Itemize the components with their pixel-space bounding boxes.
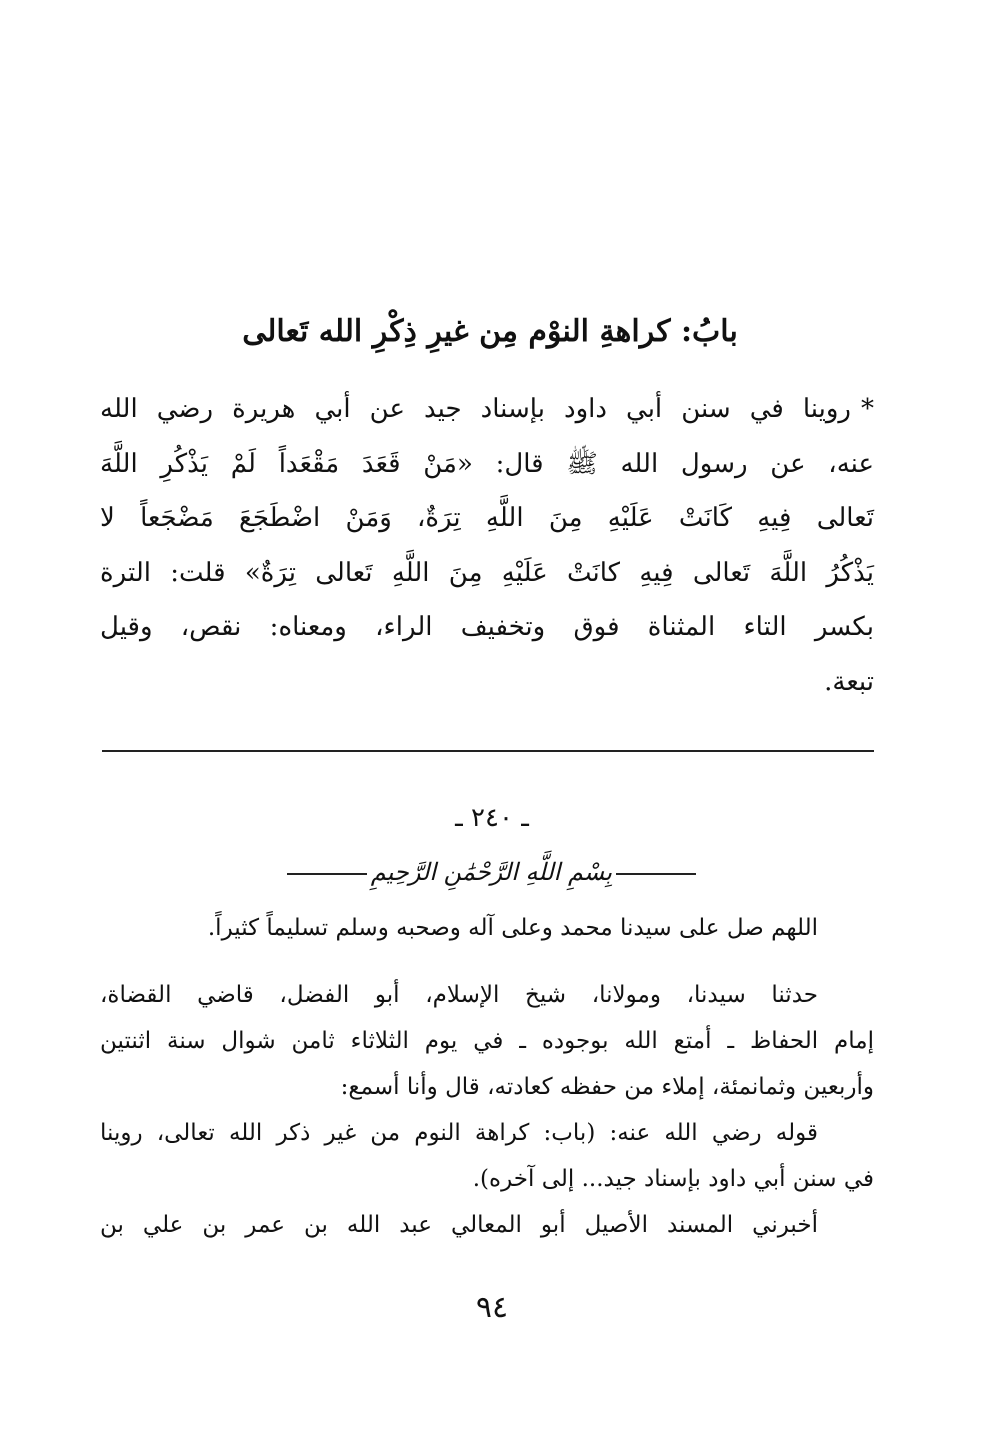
hadith-line-5: بكسر التاء المثناة فوق وتخفيف الراء، ومعناه: نقص، وقيل <box>100 612 874 642</box>
hadith-text <box>100 382 874 709</box>
chapter-heading: بابُ: كراهةِ النوْم مِن غيرِ ذِكْرِ الله تَعالى <box>242 314 738 349</box>
commentary-p2-line-1: قوله رضي الله عنه: (باب: كراهة النوم من غير ذكر الله تعالى، روينا <box>100 1120 818 1146</box>
commentary-p1-line-1: حدثنا سيدنا، ومولانا، شيخ الإسلام، أبو الفضل، قاضي القضاة، <box>100 982 818 1008</box>
calligraphy-stroke-left <box>616 873 696 875</box>
commentary-p1-line-2: إمام الحفاظ ـ أمتع الله بوجوده ـ في يوم الثلاثاء ثامن شوال سنة اثنتين <box>100 1028 874 1054</box>
hadith-line-1 <box>100 382 874 437</box>
basmala-text: بِسْمِ اللَّهِ الرَّحْمَٰنِ الرَّحِيمِ <box>370 858 612 886</box>
salawat-line <box>100 905 874 951</box>
commentary-p2-line-2: في سنن أبي داود بإسناد جيد... إلى آخره). <box>472 1166 874 1192</box>
commentary-paragraph-3 <box>100 1202 874 1248</box>
hadith-line-3: تَعالى فِيهِ كَانَتْ عَلَيْهِ مِنَ اللَّهِ تِرَةٌ، وَمَنْ اضْطَجَعَ مَضْجَعاً لا <box>100 503 874 533</box>
asterisk-marker: * <box>861 394 874 424</box>
hadith-line-6: تبعة. <box>824 666 874 697</box>
hadith-line-1-text: روينا في سنن أبي داود بإسناد جيد عن أبي هريرة رضي الله <box>100 394 851 424</box>
commentary-p1-line-3: وأربعين وثمانمئة، إملاء من حفظه كعادته، قال وأنا أسمع: <box>340 1074 874 1100</box>
calligraphy-stroke-right <box>287 873 367 875</box>
commentary-paragraph-2 <box>100 1110 874 1202</box>
section-divider <box>102 750 874 752</box>
commentary-p3-line-1: أخبرني المسند الأصيل أبو المعالي عبد الله بن عمر بن علي بن <box>100 1212 818 1238</box>
hadith-line-4: يَذْكُرُ اللَّهَ تَعالى فِيهِ كانَتْ عَلَيْهِ مِنَ اللَّهِ تَعالى تِرَةٌ» قلت: الترة <box>100 557 874 588</box>
basmala-calligraphy <box>290 852 700 892</box>
salawat-text: اللهم صل على سيدنا محمد وعلى آله وصحبه وسلم تسليماً كثيراً. <box>207 915 818 941</box>
commentary-paragraph-1 <box>100 972 874 1110</box>
hadith-line-2: عنه، عن رسول الله ﷺ قال: «مَنْ قَعَدَ مَقْعَداً لَمْ يَذْكُرِ اللَّهَ <box>100 448 874 479</box>
commentary-page-marker: ـ ٢٤٠ ـ <box>455 803 529 833</box>
page-number: ٩٤ <box>475 1290 509 1325</box>
